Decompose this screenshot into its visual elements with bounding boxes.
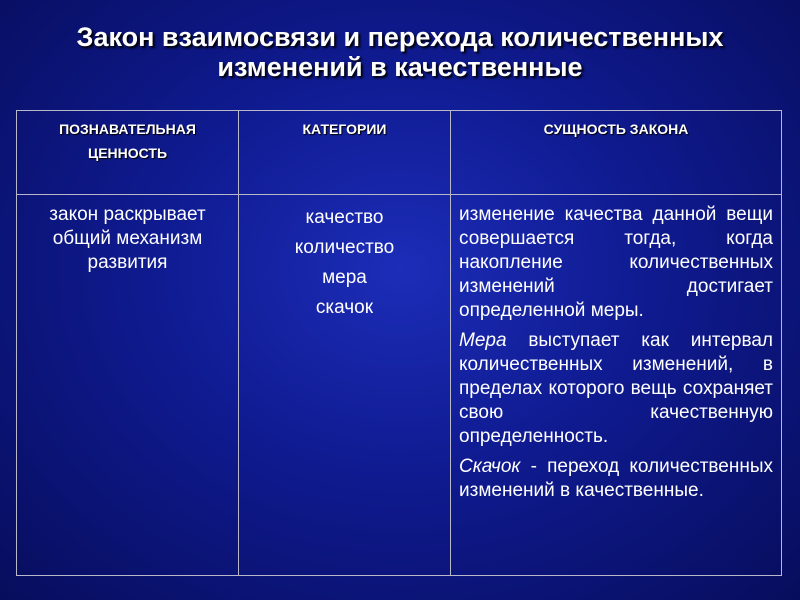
title-line-2: изменений в качественные xyxy=(217,52,583,82)
header-cognitive-value: ПОЗНАВАТЕЛЬНАЯ ЦЕННОСТЬ xyxy=(17,111,239,195)
categories-cell xyxy=(239,195,451,576)
essence-paragraph-3 xyxy=(455,455,777,503)
cognitive-value-cell xyxy=(17,195,239,576)
category-item: количество xyxy=(294,237,395,258)
term-leap: Скачок xyxy=(459,456,521,477)
table-header-row xyxy=(17,111,782,195)
title-line-1: Закон взаимосвязи и перехода количественных xyxy=(76,22,724,52)
essence-paragraph-1: изменение качества данной вещи совершается тогда, когда накопление количественных изменений достигает определенной меры. xyxy=(459,204,773,321)
category-item: скачок xyxy=(315,297,374,318)
table-row xyxy=(17,195,782,576)
category-item: качество xyxy=(305,207,384,228)
term-measure: Мера xyxy=(459,330,507,351)
measure-definition: выступает как интервал количественных изменений, в пределах которого вещь сохраняет свою качественную определенность. xyxy=(459,330,773,447)
law-table xyxy=(16,110,782,576)
essence-cell xyxy=(451,195,782,576)
header-categories: КАТЕГОРИИ xyxy=(239,111,451,195)
essence-paragraph-2 xyxy=(455,329,777,449)
header-essence: СУЩНОСТЬ ЗАКОНА xyxy=(451,111,782,195)
category-item: мера xyxy=(322,267,367,288)
leap-definition: - переход количественных изменений в качественные. xyxy=(459,456,773,501)
page-title xyxy=(0,22,800,82)
cognitive-value-text: закон раскрывает общий механизм развития xyxy=(49,204,206,273)
